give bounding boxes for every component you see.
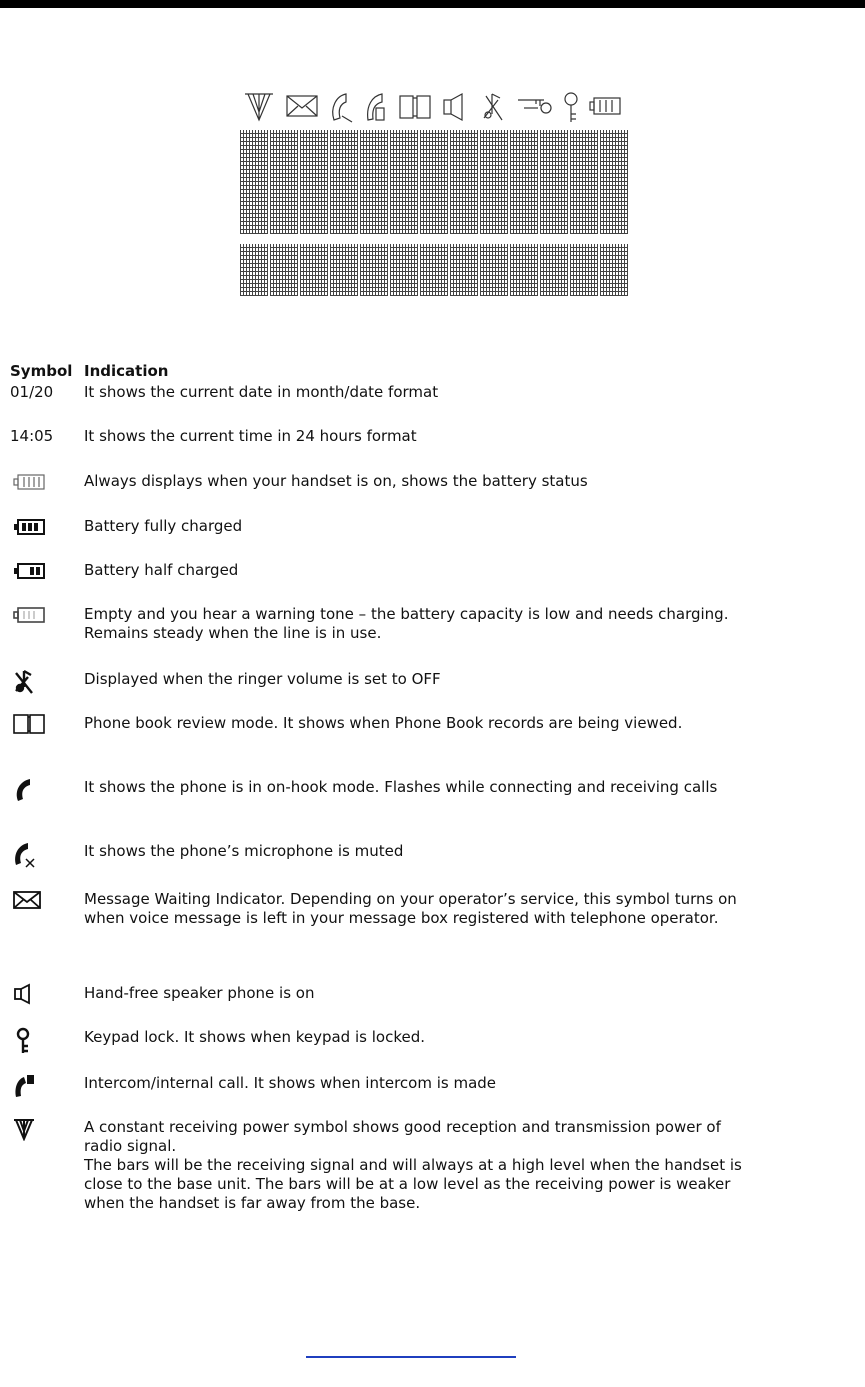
battery-outline-icon <box>12 471 46 493</box>
lcd-digit-row-1 <box>240 130 628 234</box>
indication-text: A constant receiving power symbol shows good reception and transmission power of radio signal. <box>84 1118 721 1155</box>
indication-text: Intercom/internal call. It shows when intercom is made <box>84 1074 497 1092</box>
lcd-display-diagram <box>238 86 626 298</box>
intercom-icon <box>12 1073 38 1099</box>
indication-text: Always displays when your handset is on, shows the battery status <box>84 472 588 490</box>
handset-icon <box>12 777 36 803</box>
phone-book-icon <box>12 713 46 735</box>
key-icon-horizontal <box>514 90 554 120</box>
indication-text: It shows the current time in 24 hours format <box>84 427 417 445</box>
envelope-icon <box>12 889 42 911</box>
battery-half-icon <box>12 560 46 582</box>
lcd-digit-row-2 <box>240 244 628 296</box>
signal-antenna-icon <box>12 1117 36 1141</box>
indication-text: Displayed when the ringer volume is set to OFF <box>84 670 441 688</box>
key-icon <box>558 90 584 126</box>
symbol-text: 01/20 <box>10 383 54 401</box>
speaker-icon <box>440 90 468 124</box>
footer-link-underline[interactable] <box>306 1356 516 1358</box>
signal-note-text: The bars will be the receiving signal and will always at a high level when the handset is close to the base unit. The bars will be at a low level as the receiving power is weaker when the handset is far away from the base. <box>84 1156 742 1212</box>
key-icon <box>12 1027 34 1055</box>
indication-text: It shows the phone’s microphone is muted <box>84 842 404 860</box>
indication-text: Battery fully charged <box>84 517 243 535</box>
handset-mute-icon <box>326 90 356 124</box>
indication-text: Battery half charged <box>84 561 239 579</box>
indication-text: Hand-free speaker phone is on <box>84 984 315 1002</box>
battery-empty-icon <box>12 604 46 626</box>
ringer-off-icon <box>12 669 36 695</box>
phone-book-icon <box>396 90 434 124</box>
top-rule <box>0 0 865 8</box>
envelope-icon <box>284 90 320 120</box>
indication-text: Empty and you hear a warning tone – the battery capacity is low and needs charging. Remains steady when the line is in use. <box>84 605 729 642</box>
signal-antenna-icon <box>242 90 276 124</box>
ringer-off-icon <box>478 90 508 124</box>
battery-full-icon <box>12 516 46 538</box>
indication-text: Message Waiting Indicator. Depending on your operator’s service, this symbol turns on when voice message is left in your message box registered with telephone operator. <box>84 890 737 927</box>
symbol-text: 14:05 <box>10 427 54 445</box>
indication-column-header: Indication <box>84 362 169 380</box>
handset-mute-icon <box>12 841 40 869</box>
intercom-icon <box>360 90 390 124</box>
indication-text: It shows the phone is in on-hook mode. Flashes while connecting and receiving calls <box>84 778 718 796</box>
lcd-icon-row <box>238 86 626 126</box>
speaker-icon <box>12 983 34 1005</box>
indication-text: Phone book review mode. It shows when Phone Book records are being viewed. <box>84 714 683 732</box>
indication-text: It shows the current date in month/date format <box>84 383 439 401</box>
symbol-column-header: Symbol <box>10 362 73 380</box>
indication-text: Keypad lock. It shows when keypad is locked. <box>84 1028 425 1046</box>
battery-outline-icon <box>588 90 624 120</box>
